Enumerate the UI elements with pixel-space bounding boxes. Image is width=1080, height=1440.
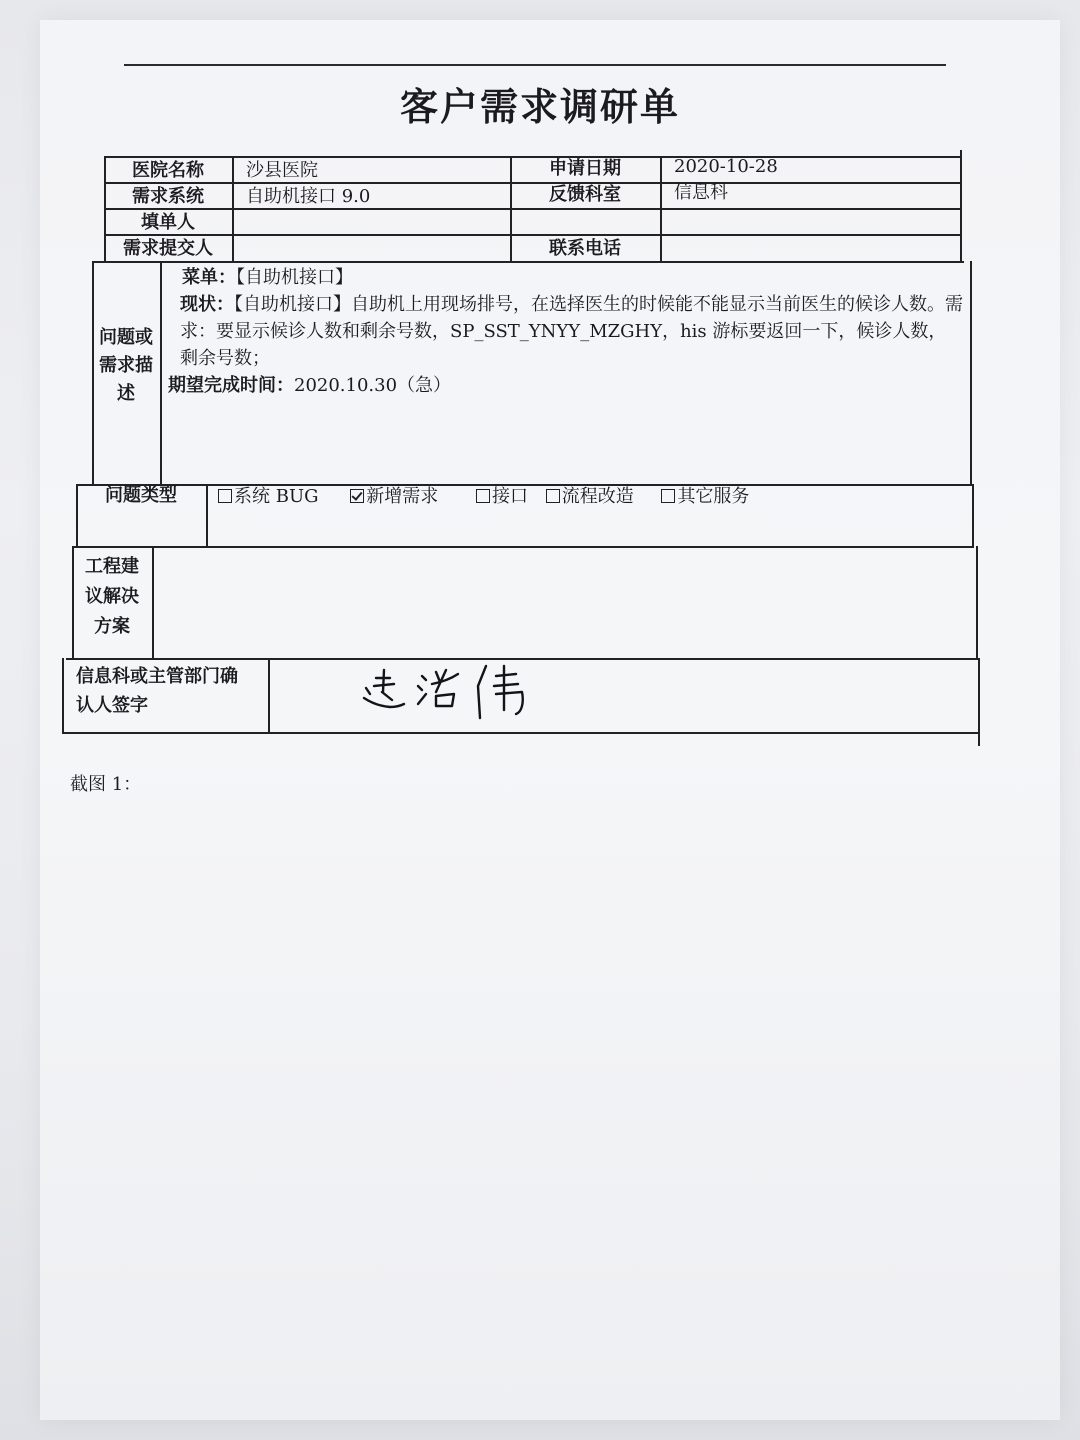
option-label: 系统 BUG bbox=[234, 486, 319, 507]
checkbox-icon[interactable] bbox=[546, 489, 560, 503]
signature-label-line: 信息科或主管部门确 bbox=[76, 666, 238, 687]
option-label: 其它服务 bbox=[677, 486, 750, 507]
table-col-line bbox=[972, 484, 974, 547]
checkbox-icon[interactable] bbox=[218, 489, 232, 503]
option-other-service[interactable] bbox=[661, 486, 749, 507]
screenshot-caption: 截图 1： bbox=[70, 774, 142, 795]
hospital-name-value[interactable]: 沙县医院 bbox=[246, 160, 318, 181]
submitter-label: 需求提交人 bbox=[123, 238, 213, 259]
description-label-line: 述 bbox=[117, 383, 135, 404]
option-process-improvement[interactable] bbox=[546, 486, 634, 507]
issue-type-options bbox=[218, 484, 775, 510]
description-body bbox=[168, 264, 963, 399]
menu-label: 菜单： bbox=[182, 267, 236, 288]
apply-date-value[interactable]: 2020-10-28 bbox=[674, 156, 778, 177]
signature-label-line: 认人签字 bbox=[76, 695, 148, 716]
deadline-value: 2020.10.30（急） bbox=[294, 375, 452, 396]
description-label bbox=[92, 324, 160, 408]
status-line bbox=[168, 291, 963, 372]
checkbox-checked-icon[interactable] bbox=[350, 489, 364, 503]
table-col-line bbox=[206, 484, 208, 547]
description-label-line: 需求描 bbox=[99, 355, 153, 376]
solution-label-line: 工程建 bbox=[85, 556, 139, 577]
table-row-line bbox=[92, 261, 964, 263]
checkbox-icon[interactable] bbox=[476, 489, 490, 503]
system-value[interactable]: 自助机接口 9.0 bbox=[246, 186, 371, 207]
checkbox-icon[interactable] bbox=[661, 489, 675, 503]
menu-value: 【自助机接口】 bbox=[236, 267, 353, 288]
option-new-requirement[interactable] bbox=[350, 486, 438, 507]
table-col-line bbox=[160, 261, 162, 485]
signature-label bbox=[66, 662, 276, 720]
option-label: 新增需求 bbox=[366, 486, 439, 507]
handwritten-signature bbox=[356, 652, 536, 722]
menu-line bbox=[168, 264, 963, 291]
table-col-line bbox=[960, 150, 962, 262]
status-label: 现状： bbox=[180, 294, 234, 315]
table-col-line bbox=[976, 546, 978, 659]
table-col-line bbox=[152, 546, 154, 659]
top-rule bbox=[124, 64, 946, 66]
apply-date-label: 申请日期 bbox=[549, 158, 621, 179]
description-label-line: 问题或 bbox=[99, 327, 153, 348]
option-label: 流程改造 bbox=[561, 486, 634, 507]
dept-value[interactable]: 信息科 bbox=[674, 182, 728, 203]
table-col-line bbox=[62, 658, 64, 733]
deadline-label: 期望完成时间： bbox=[168, 375, 294, 396]
table-col-line bbox=[970, 261, 972, 485]
issue-type-label: 问题类型 bbox=[105, 485, 177, 506]
table-border-bottom bbox=[62, 732, 980, 734]
solution-label-line: 议解决 bbox=[85, 586, 139, 607]
solution-label bbox=[72, 552, 152, 642]
deadline-line bbox=[168, 372, 963, 399]
option-system-bug[interactable] bbox=[218, 486, 319, 507]
status-value: 【自助机接口】自助机上用现场排号，在选择医生的时候能不能显示当前医生的候诊人数。需求：要显示候诊人数和剩余号数，SP_SST_YNYY_MZGHY，his 游标要返回一下，候诊人数，剩余号数； bbox=[180, 294, 963, 369]
phone-label: 联系电话 bbox=[549, 238, 621, 259]
solution-value[interactable] bbox=[156, 552, 966, 652]
hospital-name-label: 医院名称 bbox=[132, 160, 204, 181]
dept-label: 反馈科室 bbox=[549, 184, 621, 205]
table-col-line bbox=[978, 658, 980, 746]
solution-label-line: 方案 bbox=[94, 616, 130, 637]
option-interface[interactable] bbox=[476, 486, 528, 507]
filler-label: 填单人 bbox=[141, 212, 195, 233]
system-label: 需求系统 bbox=[132, 186, 204, 207]
option-label: 接口 bbox=[491, 486, 528, 507]
document-title: 客户需求调研单 bbox=[399, 84, 680, 129]
